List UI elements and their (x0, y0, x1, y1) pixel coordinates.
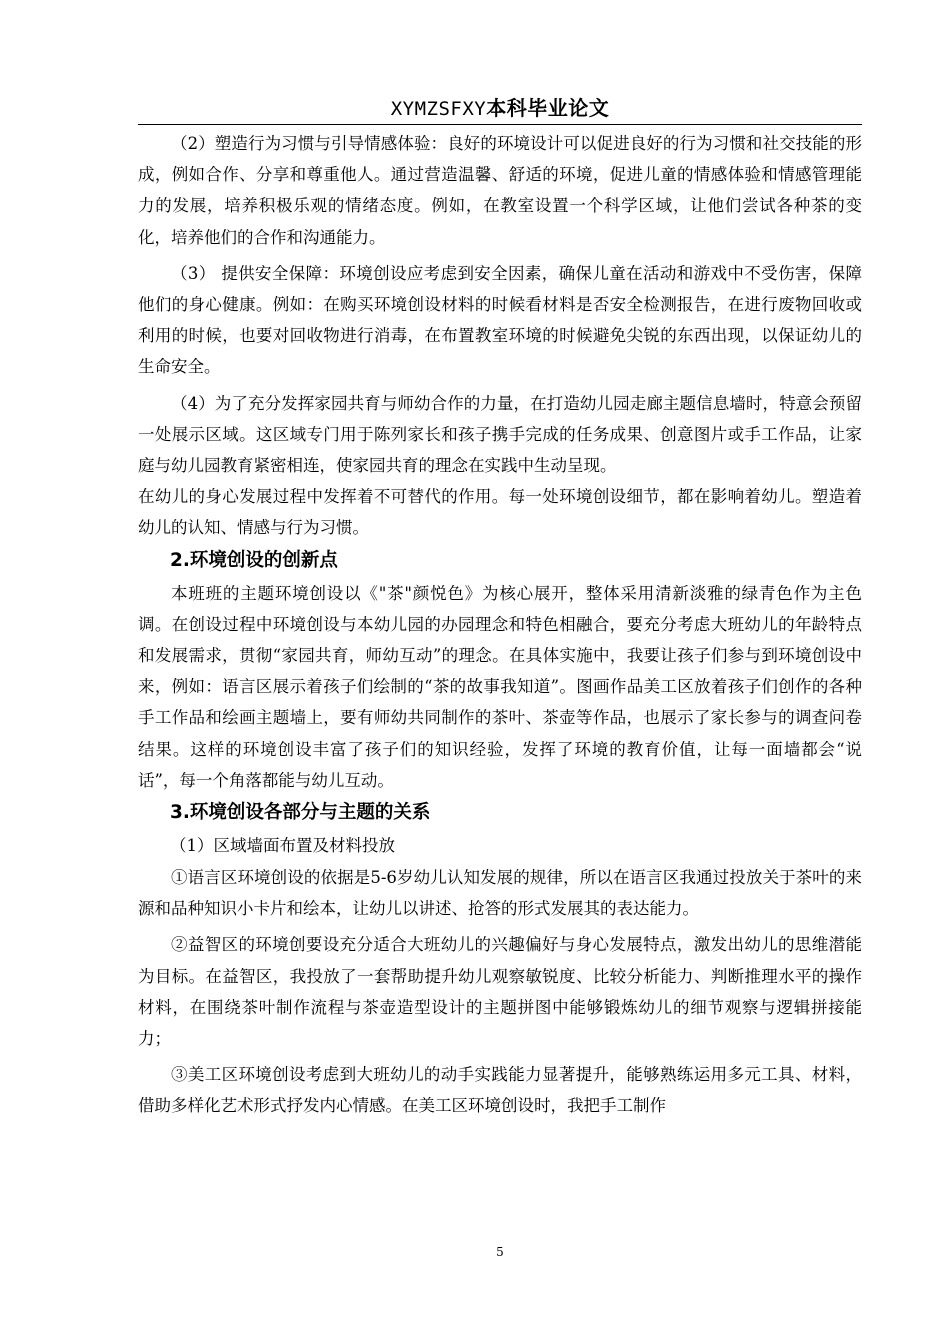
header-title: 本科毕业论文 (486, 96, 610, 120)
section-title-relationship: 3.环境创设各部分与主题的关系 (170, 802, 431, 824)
paragraph-art-area: ③美工区环境创设考虑到大班幼儿的动手实践能力显著提升，能够熟练运用多元工具、材料，借助多样化艺术形式抒发内心情感。在美工区环境创设时，我把手工制作 (138, 1065, 862, 1116)
header-code: XYMZSFXY (390, 98, 487, 120)
paragraph-safety: （3） 提供安全保障：环境创设应考虑到安全因素，确保儿童在活动和游戏中不受伤害，保障他们的身心健康。例如：在购买环境创设材料的时候看材料是否安全检测报告，在进行废物回收或利用的时候，也要对回收物进行消毒，在布置教室环境的时候避免尖锐的东西出现，以保证幼儿的生命安全。 (138, 263, 862, 377)
paragraph-language-area: ①语言区环境创设的依据是5-6岁幼儿认知发展的规律，所以在语言区我通过投放关于茶叶的来源和品种知识小卡片和绘本，让幼儿以讲述、抢答的形式发展其的表达能力。 (138, 868, 862, 919)
paragraph-home-school: （4）为了充分发挥家园共育与师幼合作的力量，在打造幼儿园走廊主题信息墙时，特意会预留一处展示区域。这区域专门用于陈列家长和孩子携手完成的任务成果、创意图片或手工作品，让家庭与幼儿园教育紧密相连，使家园共育的理念在实践中生动呈现。 (138, 393, 862, 476)
page-header (138, 93, 862, 123)
header-divider (138, 124, 862, 125)
paragraph-puzzle-area: ②益智区的环境创要设充分适合大班幼儿的兴趣偏好与身心发展特点，激发出幼儿的思维潜能为目标。在益智区，我投放了一套帮助提升幼儿观察敏锐度、比较分析能力、判断推理水平的操作材料，在围绕茶叶制作流程与茶壶造型设计的主题拼图中能够锻炼幼儿的细节观察与逻辑拼接能力； (138, 935, 862, 1049)
subheading-wall-layout: （1）区域墙面布置及材料投放 (170, 836, 395, 856)
body-text (138, 128, 862, 1122)
paragraph-innovation: 本班班的主题环境创设以《"茶"颜悦色》为核心展开，整体采用清新淡雅的绿青色作为主色调。在创设过程中环境创设与本幼儿园的办园理念和特色相融合，要充分考虑大班幼儿的年龄特点和发展需求，贯彻“家园共育，师幼互动”的理念。在具体实施中，我要让孩子们参与到环境创设中来，例如：语言区展示着孩子们绘制的“茶的故事我知道”。图画作品美工区放着孩子们创作的各种手工作品和绘画主题墙上，要有师幼共同制作的茶叶、茶壶等作品，也展示了家长参与的调查问卷结果。这样的环境创设丰富了孩子们的知识经验，发挥了环境的教育价值，让每一面墙都会“说话”，每一个角落都能与幼儿互动。 (138, 583, 862, 790)
paragraph-behavior-habits: （2）塑造行为习惯与引导情感体验：良好的环境设计可以促进良好的行为习惯和社交技能的形成，例如合作、分享和尊重他人。通过营造温馨、舒适的环境，促进儿童的情感体验和情感管理能力的发展，培养积极乐观的情绪态度。例如，在教室设置一个科学区域，让他们尝试各种茶的变化，培养他们的合作和沟通能力。 (138, 134, 862, 247)
page-number: 5 (496, 1245, 504, 1259)
section-title-innovation: 2.环境创设的创新点 (170, 549, 338, 571)
paragraph-summary: 在幼儿的身心发展过程中发挥着不可替代的作用。每一处环境创设细节，都在影响着幼儿。塑造着幼儿的认知、情感与行为习惯。 (138, 487, 862, 538)
